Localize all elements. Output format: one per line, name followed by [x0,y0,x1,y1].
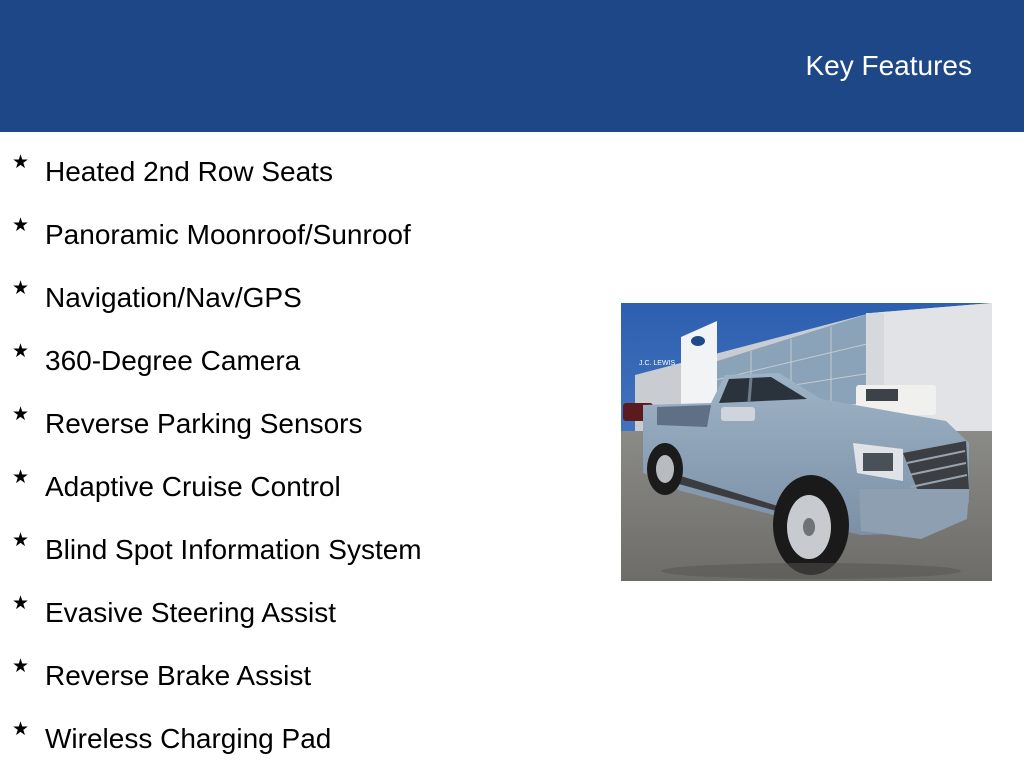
star-icon: ★ [12,403,30,425]
star-icon: ★ [12,718,30,740]
feature-item [0,396,560,439]
feature-label: Reverse Brake Assist [45,660,312,691]
feature-label: Navigation/Nav/GPS [45,282,302,313]
vehicle-photo [621,303,992,581]
header-bar [0,0,1024,132]
feature-label: Evasive Steering Assist [45,597,337,628]
star-icon: ★ [12,592,30,614]
feature-item [0,333,560,376]
feature-label: Adaptive Cruise Control [45,471,341,502]
star-icon: ★ [12,151,30,173]
feature-item [0,270,560,313]
star-icon: ★ [12,466,30,488]
star-icon: ★ [12,214,30,236]
dealer-sign: J.C. LEWIS [639,360,676,367]
feature-item [0,207,560,250]
feature-item [0,711,560,754]
feature-item [0,522,560,565]
feature-label: Wireless Charging Pad [45,723,332,754]
star-icon: ★ [12,529,30,551]
page-title: Key Features [805,50,972,81]
star-icon: ★ [12,340,30,362]
feature-label: Reverse Parking Sensors [45,408,363,439]
feature-item [0,585,560,628]
feature-item [0,459,560,502]
feature-label: Heated 2nd Row Seats [45,156,333,187]
star-icon: ★ [12,277,30,299]
star-icon: ★ [12,655,30,677]
feature-item [0,144,560,187]
feature-label: Panoramic Moonroof/Sunroof [45,219,411,250]
feature-label: Blind Spot Information System [45,534,422,565]
feature-item [0,648,560,691]
feature-label: 360-Degree Camera [45,345,301,376]
